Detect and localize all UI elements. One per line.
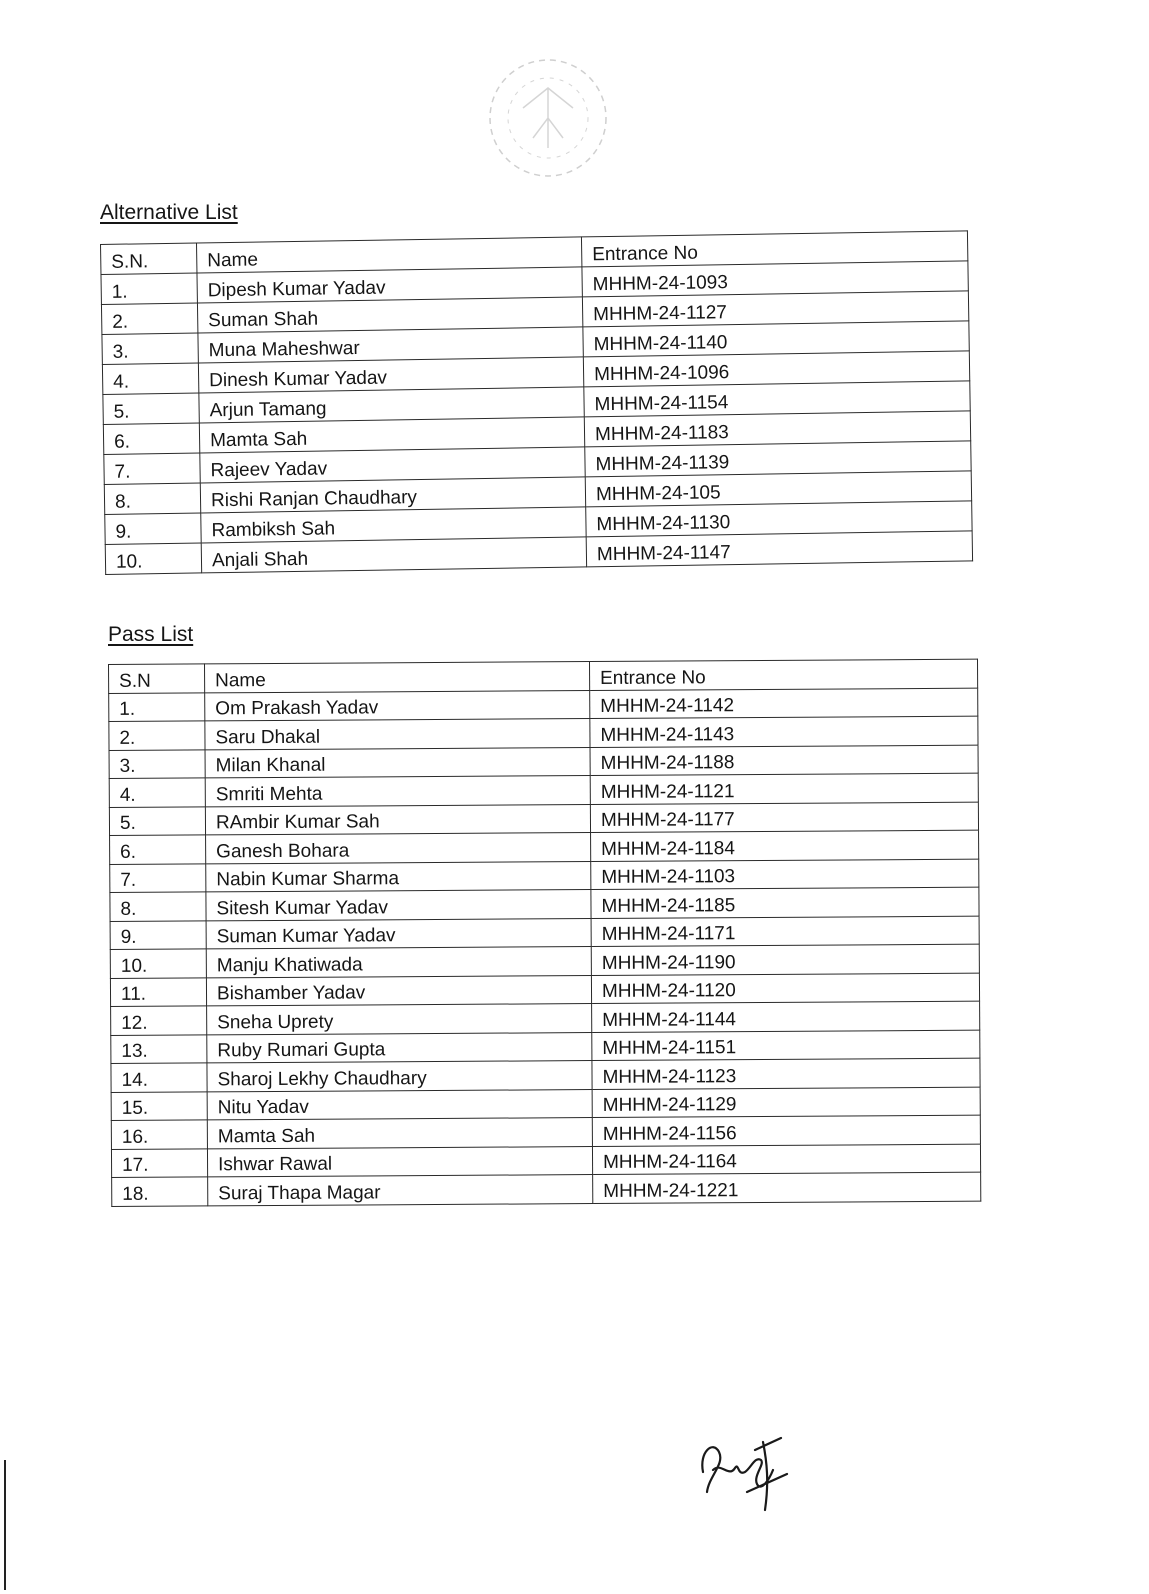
column-header-name: Name: [205, 662, 590, 693]
row-name: Suman Kumar Yadav: [206, 918, 591, 949]
row-serial-number: 8.: [104, 483, 200, 515]
row-name: Nitu Yadav: [207, 1089, 592, 1120]
row-serial-number: 12.: [111, 1006, 207, 1035]
row-entrance-no: MHHM-24-1129: [592, 1087, 980, 1118]
scan-margin-line: [4, 1460, 6, 1590]
row-entrance-no: MHHM-24-1120: [591, 973, 979, 1004]
row-serial-number: 8.: [110, 892, 206, 921]
handwritten-signature-icon: [695, 1432, 795, 1522]
column-header-sn: S.N: [109, 664, 205, 693]
row-name: Sharoj Lekhy Chaudhary: [207, 1061, 592, 1092]
faded-official-seal-icon: [478, 48, 618, 188]
row-name: Rishi Ranjan Chaudhary: [200, 477, 585, 513]
row-serial-number: 1.: [109, 692, 205, 721]
row-name: Mamta Sah: [199, 417, 584, 453]
row-entrance-no: MHHM-24-1142: [590, 688, 978, 719]
row-serial-number: 17.: [111, 1148, 207, 1177]
row-name: Bishamber Yadav: [206, 975, 591, 1006]
row-entrance-no: MHHM-24-1103: [591, 859, 979, 890]
row-entrance-no: MHHM-24-1171: [591, 916, 979, 947]
pass-list-table: [108, 659, 981, 1207]
row-serial-number: 6.: [110, 835, 206, 864]
row-entrance-no: MHHM-24-1151: [592, 1030, 980, 1061]
alternative-list-table: [100, 230, 973, 575]
row-serial-number: 4.: [109, 778, 205, 807]
row-name: Suraj Thapa Magar: [208, 1175, 593, 1206]
row-name: Mamta Sah: [207, 1118, 592, 1149]
row-serial-number: 3.: [109, 749, 205, 778]
row-name: Ganesh Bohara: [206, 833, 591, 864]
row-serial-number: 2.: [109, 721, 205, 750]
row-entrance-no: MHHM-24-1144: [592, 1001, 980, 1032]
row-name: Rambiksh Sah: [201, 507, 586, 543]
row-serial-number: 5.: [103, 393, 199, 425]
row-entrance-no: MHHM-24-1143: [590, 716, 978, 747]
row-serial-number: 14.: [111, 1063, 207, 1092]
row-serial-number: 2.: [101, 303, 197, 335]
row-name: Anjali Shah: [201, 537, 586, 573]
row-entrance-no: MHHM-24-1127: [582, 291, 968, 327]
row-entrance-no: MHHM-24-1140: [583, 321, 969, 357]
row-entrance-no: MHHM-24-1130: [586, 501, 972, 537]
row-name: Dinesh Kumar Yadav: [198, 357, 583, 393]
row-entrance-no: MHHM-24-1164: [592, 1144, 980, 1175]
row-serial-number: 4.: [102, 363, 198, 395]
row-entrance-no: MHHM-24-1185: [591, 887, 979, 918]
row-entrance-no: MHHM-24-1188: [590, 745, 978, 776]
row-name: Arjun Tamang: [199, 387, 584, 423]
row-serial-number: 3.: [102, 333, 198, 365]
row-serial-number: 6.: [103, 423, 199, 455]
alternative-list-title: Alternative List: [100, 201, 238, 224]
row-entrance-no: MHHM-24-1183: [584, 411, 970, 447]
row-name: Nabin Kumar Sharma: [206, 861, 591, 892]
row-entrance-no: MHHM-24-105: [585, 471, 971, 507]
row-serial-number: 7.: [104, 453, 200, 485]
table-row: [112, 1172, 981, 1206]
row-entrance-no: MHHM-24-1093: [582, 261, 968, 297]
row-name: Muna Maheshwar: [198, 327, 583, 363]
row-entrance-no: MHHM-24-1184: [591, 830, 979, 861]
row-entrance-no: MHHM-24-1096: [583, 351, 969, 387]
row-serial-number: 15.: [111, 1091, 207, 1120]
row-serial-number: 7.: [110, 863, 206, 892]
row-entrance-no: MHHM-24-1154: [584, 381, 970, 417]
row-entrance-no: MHHM-24-1177: [590, 802, 978, 833]
row-serial-number: 18.: [112, 1177, 208, 1206]
row-entrance-no: MHHM-24-1190: [591, 944, 979, 975]
row-name: Sitesh Kumar Yadav: [206, 890, 591, 921]
row-serial-number: 10.: [110, 949, 206, 978]
column-header-entrance-no: Entrance No: [581, 231, 967, 267]
row-serial-number: 10.: [105, 543, 201, 575]
row-name: Dipesh Kumar Yadav: [197, 267, 582, 303]
row-entrance-no: MHHM-24-1221: [593, 1172, 981, 1203]
row-name: Smriti Mehta: [205, 776, 590, 807]
row-entrance-no: MHHM-24-1139: [585, 441, 971, 477]
row-serial-number: 1.: [101, 273, 197, 305]
row-name: Ishwar Rawal: [207, 1146, 592, 1177]
row-name: Ruby Rumari Gupta: [207, 1032, 592, 1063]
row-entrance-no: MHHM-24-1147: [586, 531, 972, 567]
column-header-entrance-no: Entrance No: [589, 659, 977, 690]
pass-list-body: [109, 688, 981, 1206]
row-name: Rajeev Yadav: [200, 447, 585, 483]
row-serial-number: 13.: [111, 1034, 207, 1063]
row-serial-number: 9.: [105, 513, 201, 545]
row-entrance-no: MHHM-24-1121: [590, 773, 978, 804]
row-name: Suman Shah: [197, 297, 582, 333]
column-header-sn: S.N.: [101, 243, 197, 275]
row-name: Om Prakash Yadav: [205, 690, 590, 721]
pass-list-title: Pass List: [108, 623, 194, 646]
row-serial-number: 16.: [111, 1120, 207, 1149]
row-serial-number: 5.: [109, 806, 205, 835]
row-name: Sneha Uprety: [207, 1004, 592, 1035]
row-serial-number: 9.: [110, 920, 206, 949]
row-entrance-no: MHHM-24-1156: [592, 1115, 980, 1146]
column-header-name: Name: [196, 237, 581, 273]
row-name: Manju Khatiwada: [206, 947, 591, 978]
row-serial-number: 11.: [110, 977, 206, 1006]
row-name: RAmbir Kumar Sah: [205, 804, 590, 835]
row-name: Milan Khanal: [205, 747, 590, 778]
row-name: Saru Dhakal: [205, 719, 590, 750]
row-entrance-no: MHHM-24-1123: [592, 1058, 980, 1089]
alternative-list-body: [101, 261, 973, 575]
